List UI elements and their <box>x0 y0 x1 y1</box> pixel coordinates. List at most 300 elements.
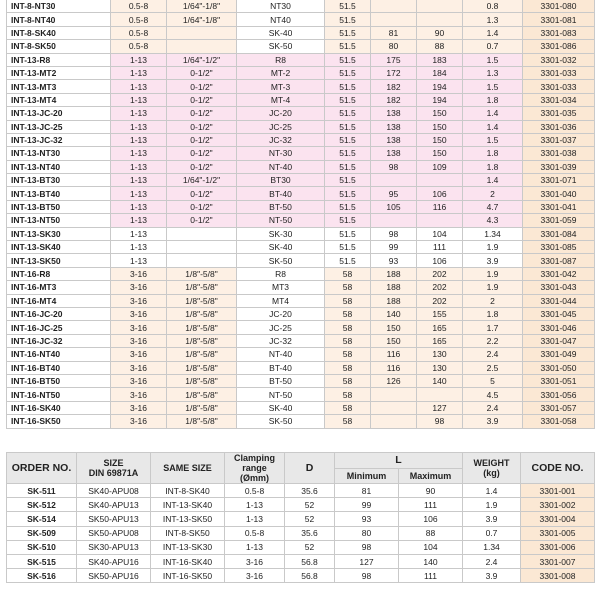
cell-clamping-range: 3-16 <box>225 569 285 583</box>
cell-order-code: INT-16-R8 <box>7 267 111 280</box>
cell-d: 58 <box>325 401 371 414</box>
cell-clamp-range: 3-16 <box>111 374 167 387</box>
cell-l-max: 88 <box>417 40 463 53</box>
cell-order-code: INT-13-NT40 <box>7 160 111 173</box>
cell-d: 51.5 <box>325 241 371 254</box>
cell-part-code: 3301-043 <box>523 281 595 294</box>
spec-table-top-body <box>7 0 595 428</box>
cell-part-code: 3301-056 <box>523 388 595 401</box>
cell-weight: 4.5 <box>463 388 523 401</box>
cell-l-max: 106 <box>417 254 463 267</box>
cell-taper: NT-40 <box>237 160 325 173</box>
cell-order-code: INT-16-MT3 <box>7 281 111 294</box>
cell-weight: 3.9 <box>463 569 521 583</box>
cell-order-code: INT-8-SK40 <box>7 26 111 39</box>
cell-clamp-range: 1-13 <box>111 214 167 227</box>
cell-order-code: INT-13-MT4 <box>7 93 111 106</box>
cell-taper: SK-30 <box>237 227 325 240</box>
cell-taper: SK-40 <box>237 26 325 39</box>
cell-chuck-range: 1/64"-1/2" <box>167 174 237 187</box>
cell-l-max: 111 <box>399 569 463 583</box>
cell-part-code: 3301-044 <box>523 294 595 307</box>
cell-l-min: 138 <box>371 133 417 146</box>
cell-part-code: 3301-080 <box>523 0 595 13</box>
cell-clamp-range: 3-16 <box>111 294 167 307</box>
table-row <box>7 133 595 146</box>
cell-l-min: 80 <box>371 40 417 53</box>
cell-order-code: INT-13-BT40 <box>7 187 111 200</box>
cell-clamp-range: 0.5-8 <box>111 0 167 13</box>
cell-d: 58 <box>325 388 371 401</box>
table-row <box>7 307 595 320</box>
cell-part-code: 3301-081 <box>523 13 595 26</box>
cell-weight: 1.8 <box>463 160 523 173</box>
cell-order-code: INT-13-BT30 <box>7 174 111 187</box>
cell-d: 51.5 <box>325 107 371 120</box>
cell-l-min: 175 <box>371 53 417 66</box>
cell-part-code: 3301-050 <box>523 361 595 374</box>
cell-chuck-range: 0-1/2" <box>167 66 237 79</box>
cell-order-code: INT-16-JC-32 <box>7 334 111 347</box>
cell-chuck-range: 1/64"-1/2" <box>167 53 237 66</box>
cell-same-size: INT-8-SK50 <box>151 526 225 540</box>
cell-l-min: 126 <box>371 374 417 387</box>
table-row <box>7 26 595 39</box>
cell-d: 52 <box>285 512 335 526</box>
header-clamp-line1: Clamping <box>233 453 275 463</box>
cell-chuck-range: 0-1/2" <box>167 160 237 173</box>
header-weight-line2: (kg) <box>483 468 500 478</box>
cell-l-min <box>371 0 417 13</box>
table-row <box>7 321 595 334</box>
cell-l-min: 98 <box>335 540 399 554</box>
cell-l-min <box>371 13 417 26</box>
cell-order-code: INT-16-MT4 <box>7 294 111 307</box>
cell-taper: SK-40 <box>237 401 325 414</box>
cell-l-max: 98 <box>417 415 463 428</box>
table-row <box>7 388 595 401</box>
cell-chuck-range <box>167 40 237 53</box>
cell-code-no: 3301-002 <box>521 498 595 512</box>
cell-chuck-range <box>167 241 237 254</box>
cell-weight: 3.9 <box>463 512 521 526</box>
cell-l-max <box>417 13 463 26</box>
table-row <box>7 374 595 387</box>
cell-weight: 1.4 <box>463 120 523 133</box>
cell-d: 58 <box>325 348 371 361</box>
cell-order-code: INT-8-NT40 <box>7 13 111 26</box>
cell-code-no: 3301-005 <box>521 526 595 540</box>
cell-chuck-range: 0-1/2" <box>167 107 237 120</box>
table-row <box>7 512 595 526</box>
cell-taper: MT-2 <box>237 66 325 79</box>
cell-l-max <box>417 214 463 227</box>
cell-order-code: INT-16-JC-25 <box>7 321 111 334</box>
cell-chuck-range: 1/8"-5/8" <box>167 334 237 347</box>
cell-size: SK40-APU08 <box>77 484 151 498</box>
cell-taper: MT-3 <box>237 80 325 93</box>
cell-weight: 1.8 <box>463 93 523 106</box>
cell-l-max: 150 <box>417 107 463 120</box>
cell-weight: 0.7 <box>463 40 523 53</box>
cell-clamp-range: 1-13 <box>111 107 167 120</box>
cell-chuck-range: 0-1/2" <box>167 187 237 200</box>
cell-taper: JC-32 <box>237 334 325 347</box>
cell-taper: JC-32 <box>237 133 325 146</box>
cell-d: 51.5 <box>325 254 371 267</box>
cell-l-min: 150 <box>371 321 417 334</box>
cell-d: 58 <box>325 334 371 347</box>
cell-order-no: SK-514 <box>7 512 77 526</box>
cell-l-min: 182 <box>371 80 417 93</box>
cell-weight: 1.9 <box>463 267 523 280</box>
cell-taper: R8 <box>237 53 325 66</box>
cell-order-code: INT-13-SK50 <box>7 254 111 267</box>
cell-weight: 1.9 <box>463 281 523 294</box>
cell-d: 51.5 <box>325 120 371 133</box>
cell-order-no: SK-516 <box>7 569 77 583</box>
cell-part-code: 3301-087 <box>523 254 595 267</box>
cell-order-code: INT-13-SK40 <box>7 241 111 254</box>
cell-l-max: 165 <box>417 334 463 347</box>
cell-l-min <box>371 401 417 414</box>
table-row <box>7 80 595 93</box>
cell-l-min: 98 <box>371 227 417 240</box>
cell-weight: 0.7 <box>463 526 521 540</box>
table-row <box>7 294 595 307</box>
header-weight <box>463 453 521 484</box>
cell-d: 51.5 <box>325 147 371 160</box>
cell-d: 58 <box>325 361 371 374</box>
cell-l-max: 202 <box>417 267 463 280</box>
cell-l-min: 98 <box>335 569 399 583</box>
cell-taper: SK-50 <box>237 254 325 267</box>
cell-l-max: 184 <box>417 66 463 79</box>
table-row <box>7 334 595 347</box>
cell-chuck-range <box>167 26 237 39</box>
cell-d: 35.6 <box>285 484 335 498</box>
cell-order-code: INT-8-SK50 <box>7 40 111 53</box>
cell-part-code: 3301-037 <box>523 133 595 146</box>
cell-code-no: 3301-008 <box>521 569 595 583</box>
cell-d: 51.5 <box>325 66 371 79</box>
cell-same-size: INT-13-SK30 <box>151 540 225 554</box>
cell-chuck-range: 1/8"-5/8" <box>167 361 237 374</box>
cell-chuck-range: 1/8"-5/8" <box>167 401 237 414</box>
cell-part-code: 3301-049 <box>523 348 595 361</box>
cell-clamp-range: 3-16 <box>111 388 167 401</box>
cell-clamp-range: 1-13 <box>111 200 167 213</box>
table-row <box>7 147 595 160</box>
cell-clamp-range: 1-13 <box>111 133 167 146</box>
cell-taper: BT-50 <box>237 200 325 213</box>
cell-l-max: 150 <box>417 120 463 133</box>
cell-d: 58 <box>325 307 371 320</box>
cell-taper: NT-50 <box>237 214 325 227</box>
cell-part-code: 3301-046 <box>523 321 595 334</box>
cell-part-code: 3301-059 <box>523 214 595 227</box>
cell-size: SK40-APU16 <box>77 554 151 568</box>
cell-part-code: 3301-047 <box>523 334 595 347</box>
cell-taper: NT40 <box>237 13 325 26</box>
cell-clamp-range: 3-16 <box>111 321 167 334</box>
cell-order-code: INT-13-JC-25 <box>7 120 111 133</box>
cell-l-min: 81 <box>371 26 417 39</box>
cell-weight: 1.9 <box>463 241 523 254</box>
cell-l-max <box>417 388 463 401</box>
cell-l-max: 165 <box>417 321 463 334</box>
cell-same-size: INT-13-SK50 <box>151 512 225 526</box>
cell-clamp-range: 1-13 <box>111 241 167 254</box>
table-row <box>7 415 595 428</box>
spec-table-top <box>6 0 595 429</box>
cell-chuck-range: 1/8"-5/8" <box>167 415 237 428</box>
cell-l-max: 150 <box>417 133 463 146</box>
cell-order-code: INT-16-NT40 <box>7 348 111 361</box>
cell-clamp-range: 0.5-8 <box>111 26 167 39</box>
cell-l-min: 81 <box>335 484 399 498</box>
cell-order-code: INT-13-MT2 <box>7 66 111 79</box>
cell-d: 58 <box>325 267 371 280</box>
cell-part-code: 3301-045 <box>523 307 595 320</box>
cell-d: 52 <box>285 498 335 512</box>
cell-l-max: 202 <box>417 294 463 307</box>
cell-order-code: INT-16-NT50 <box>7 388 111 401</box>
cell-clamp-range: 1-13 <box>111 53 167 66</box>
cell-order-code: INT-13-BT50 <box>7 200 111 213</box>
header-clamping-range <box>225 453 285 484</box>
cell-d: 51.5 <box>325 214 371 227</box>
cell-chuck-range: 0-1/2" <box>167 147 237 160</box>
cell-taper: NT-50 <box>237 388 325 401</box>
cell-d: 58 <box>325 281 371 294</box>
cell-part-code: 3301-071 <box>523 174 595 187</box>
cell-part-code: 3301-057 <box>523 401 595 414</box>
cell-chuck-range: 1/64"-1/8" <box>167 0 237 13</box>
cell-clamp-range: 1-13 <box>111 93 167 106</box>
cell-l-min: 188 <box>371 281 417 294</box>
cell-part-code: 3301-041 <box>523 200 595 213</box>
cell-l-min: 150 <box>371 334 417 347</box>
cell-size: SK50-APU08 <box>77 526 151 540</box>
cell-order-code: INT-8-NT30 <box>7 0 111 13</box>
cell-chuck-range: 0-1/2" <box>167 214 237 227</box>
cell-same-size: INT-16-SK50 <box>151 569 225 583</box>
cell-l-max: 90 <box>399 484 463 498</box>
header-size-line1: SIZE <box>103 458 124 468</box>
cell-l-min <box>371 174 417 187</box>
cell-part-code: 3301-084 <box>523 227 595 240</box>
cell-clamp-range: 0.5-8 <box>111 40 167 53</box>
cell-clamp-range: 1-13 <box>111 80 167 93</box>
cell-clamp-range: 3-16 <box>111 348 167 361</box>
cell-l-min: 188 <box>371 267 417 280</box>
table-row <box>7 484 595 498</box>
cell-code-no: 3301-006 <box>521 540 595 554</box>
cell-d: 51.5 <box>325 133 371 146</box>
cell-weight: 2.2 <box>463 334 523 347</box>
cell-l-min: 93 <box>371 254 417 267</box>
cell-order-code: INT-13-MT3 <box>7 80 111 93</box>
cell-order-no: SK-515 <box>7 554 77 568</box>
cell-l-max: 109 <box>417 160 463 173</box>
cell-weight: 5 <box>463 374 523 387</box>
cell-weight: 1.4 <box>463 107 523 120</box>
cell-l-max: 104 <box>417 227 463 240</box>
cell-d: 51.5 <box>325 26 371 39</box>
cell-clamp-range: 1-13 <box>111 147 167 160</box>
cell-part-code: 3301-033 <box>523 80 595 93</box>
cell-taper: NT-40 <box>237 348 325 361</box>
cell-l-max: 106 <box>399 512 463 526</box>
cell-l-max: 116 <box>417 200 463 213</box>
cell-chuck-range: 0-1/2" <box>167 80 237 93</box>
cell-order-code: INT-13-NT30 <box>7 147 111 160</box>
table-row <box>7 120 595 133</box>
cell-clamping-range: 0.5-8 <box>225 484 285 498</box>
cell-clamp-range: 3-16 <box>111 307 167 320</box>
table-row <box>7 498 595 512</box>
cell-clamp-range: 1-13 <box>111 120 167 133</box>
cell-weight: 1.5 <box>463 53 523 66</box>
cell-taper: JC-20 <box>237 107 325 120</box>
table-row <box>7 0 595 13</box>
cell-part-code: 3301-032 <box>523 53 595 66</box>
cell-weight: 1.9 <box>463 498 521 512</box>
cell-order-code: INT-13-NT50 <box>7 214 111 227</box>
header-clamp-line2: range <box>242 463 267 473</box>
cell-taper: R8 <box>237 267 325 280</box>
cell-order-no: SK-510 <box>7 540 77 554</box>
header-weight-line1: WEIGHT <box>473 458 510 468</box>
cell-chuck-range: 1/64"-1/8" <box>167 13 237 26</box>
cell-l-min: 140 <box>371 307 417 320</box>
cell-weight: 2 <box>463 187 523 200</box>
cell-d: 58 <box>325 294 371 307</box>
table-row <box>7 174 595 187</box>
cell-size: SK30-APU13 <box>77 540 151 554</box>
cell-taper: MT-4 <box>237 93 325 106</box>
cell-l-min: 188 <box>371 294 417 307</box>
table-row <box>7 160 595 173</box>
cell-l-max: 130 <box>417 361 463 374</box>
cell-l-max: 150 <box>417 147 463 160</box>
cell-clamping-range: 3-16 <box>225 554 285 568</box>
cell-weight: 1.3 <box>463 66 523 79</box>
table-row <box>7 267 595 280</box>
cell-clamping-range: 1-13 <box>225 540 285 554</box>
cell-weight: 1.5 <box>463 133 523 146</box>
header-same-size: SAME SIZE <box>151 453 225 484</box>
cell-l-max: 104 <box>399 540 463 554</box>
cell-l-max: 194 <box>417 93 463 106</box>
cell-part-code: 3301-033 <box>523 66 595 79</box>
cell-size: SK50-APU13 <box>77 512 151 526</box>
table-row <box>7 254 595 267</box>
cell-d: 56.8 <box>285 569 335 583</box>
header-clamp-line3: (Ømm) <box>240 473 269 483</box>
cell-weight: 2.4 <box>463 554 521 568</box>
cell-chuck-range: 0-1/2" <box>167 93 237 106</box>
cell-d: 58 <box>325 321 371 334</box>
table-row <box>7 227 595 240</box>
cell-weight: 4.3 <box>463 214 523 227</box>
cell-taper: MT4 <box>237 294 325 307</box>
table-row <box>7 281 595 294</box>
cell-l-max: 155 <box>417 307 463 320</box>
cell-l-min: 99 <box>335 498 399 512</box>
cell-l-max: 111 <box>417 241 463 254</box>
cell-part-code: 3301-083 <box>523 26 595 39</box>
cell-part-code: 3301-085 <box>523 241 595 254</box>
table-row <box>7 348 595 361</box>
cell-l-min: 99 <box>371 241 417 254</box>
cell-taper: NT30 <box>237 0 325 13</box>
cell-weight: 2.5 <box>463 361 523 374</box>
cell-l-min: 80 <box>335 526 399 540</box>
cell-l-max: 111 <box>399 498 463 512</box>
spec-table-bottom <box>6 452 595 583</box>
header-size <box>77 453 151 484</box>
table-row <box>7 554 595 568</box>
cell-l-min: 116 <box>371 361 417 374</box>
cell-order-code: INT-16-BT40 <box>7 361 111 374</box>
cell-taper: MT3 <box>237 281 325 294</box>
table-row <box>7 361 595 374</box>
header-l-minimum: Minimum <box>335 468 399 484</box>
cell-part-code: 3301-051 <box>523 374 595 387</box>
cell-chuck-range: 1/8"-5/8" <box>167 281 237 294</box>
cell-l-min <box>371 388 417 401</box>
cell-weight: 1.4 <box>463 26 523 39</box>
cell-part-code: 3301-086 <box>523 40 595 53</box>
cell-l-max <box>417 0 463 13</box>
cell-clamp-range: 0.5-8 <box>111 13 167 26</box>
cell-chuck-range: 1/8"-5/8" <box>167 321 237 334</box>
table-row <box>7 526 595 540</box>
cell-weight: 0.8 <box>463 0 523 13</box>
header-l: L <box>335 453 463 469</box>
cell-l-max: 140 <box>417 374 463 387</box>
cell-order-code: INT-16-JC-20 <box>7 307 111 320</box>
cell-weight: 1.8 <box>463 307 523 320</box>
cell-l-max: 130 <box>417 348 463 361</box>
table-row <box>7 540 595 554</box>
cell-order-code: INT-13-R8 <box>7 53 111 66</box>
cell-clamp-range: 1-13 <box>111 254 167 267</box>
cell-part-code: 3301-042 <box>523 267 595 280</box>
cell-d: 52 <box>285 540 335 554</box>
cell-l-max: 127 <box>417 401 463 414</box>
cell-same-size: INT-16-SK40 <box>151 554 225 568</box>
cell-taper: BT-50 <box>237 374 325 387</box>
cell-chuck-range <box>167 254 237 267</box>
cell-d: 51.5 <box>325 40 371 53</box>
cell-order-code: INT-16-BT50 <box>7 374 111 387</box>
cell-taper: BT-40 <box>237 187 325 200</box>
cell-code-no: 3301-007 <box>521 554 595 568</box>
cell-weight: 1.34 <box>463 227 523 240</box>
cell-chuck-range: 1/8"-5/8" <box>167 294 237 307</box>
cell-size: SK50-APU16 <box>77 569 151 583</box>
cell-l-max: 88 <box>399 526 463 540</box>
table-row <box>7 13 595 26</box>
cell-l-max: 194 <box>417 80 463 93</box>
cell-order-code: INT-16-SK40 <box>7 401 111 414</box>
table-row <box>7 241 595 254</box>
cell-taper: SK-50 <box>237 40 325 53</box>
cell-order-no: SK-509 <box>7 526 77 540</box>
